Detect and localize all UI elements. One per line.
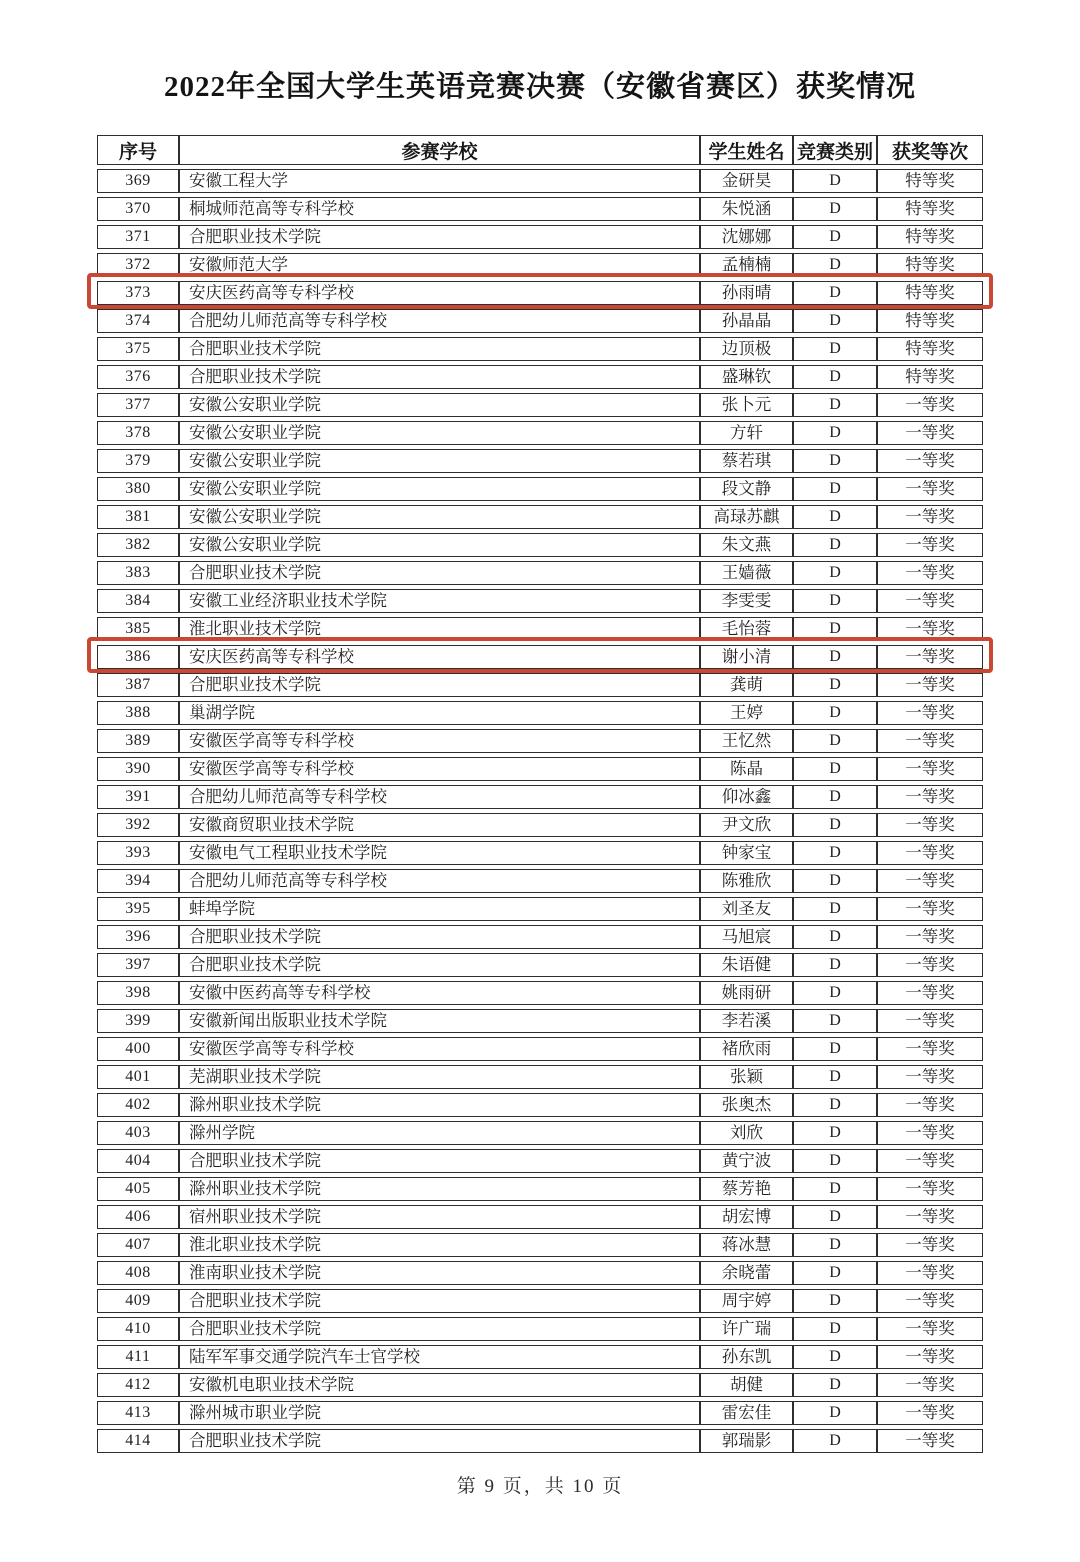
row-category: D [793, 1149, 877, 1173]
row-school: 滁州职业技术学院 [179, 1093, 700, 1117]
row-award: 一等奖 [877, 897, 983, 921]
row-category: D [793, 505, 877, 529]
row-category: D [793, 1093, 877, 1117]
table-row [97, 729, 983, 753]
row-student-name: 陈晶 [700, 757, 793, 781]
row-school: 合肥幼儿师范高等专科学校 [179, 869, 700, 893]
row-category: D [793, 785, 877, 809]
row-no: 397 [97, 953, 179, 977]
row-school: 淮北职业技术学院 [179, 617, 700, 641]
row-student-name: 雷宏佳 [700, 1401, 793, 1425]
row-category: D [793, 757, 877, 781]
row-award: 一等奖 [877, 1065, 983, 1089]
column-header-category: 竞赛类别 [793, 135, 877, 165]
row-category: D [793, 645, 877, 669]
row-school: 合肥职业技术学院 [179, 365, 700, 389]
row-award: 一等奖 [877, 617, 983, 641]
row-school: 滁州职业技术学院 [179, 1177, 700, 1201]
row-no: 381 [97, 505, 179, 529]
row-student-name: 段文静 [700, 477, 793, 501]
row-school: 淮北职业技术学院 [179, 1233, 700, 1257]
row-school: 桐城师范高等专科学校 [179, 197, 700, 221]
row-no: 385 [97, 617, 179, 641]
column-header-school: 参赛学校 [179, 135, 700, 165]
row-no: 396 [97, 925, 179, 949]
row-student-name: 褚欣雨 [700, 1037, 793, 1061]
row-school: 滁州城市职业学院 [179, 1401, 700, 1425]
row-award: 一等奖 [877, 1345, 983, 1369]
row-no: 403 [97, 1121, 179, 1145]
row-school: 安徽中医药高等专科学校 [179, 981, 700, 1005]
row-no: 371 [97, 225, 179, 249]
row-student-name: 王忆然 [700, 729, 793, 753]
row-award: 一等奖 [877, 1177, 983, 1201]
row-no: 387 [97, 673, 179, 697]
row-student-name: 边顶极 [700, 337, 793, 361]
row-school: 合肥职业技术学院 [179, 1149, 700, 1173]
row-category: D [793, 1289, 877, 1313]
row-school: 安徽医学高等专科学校 [179, 757, 700, 781]
row-school: 巢湖学院 [179, 701, 700, 725]
row-category: D [793, 1065, 877, 1089]
row-no: 406 [97, 1205, 179, 1229]
row-award: 一等奖 [877, 729, 983, 753]
row-no: 388 [97, 701, 179, 725]
row-category: D [793, 1345, 877, 1369]
table-row [97, 449, 983, 473]
row-student-name: 马旭宸 [700, 925, 793, 949]
row-no: 383 [97, 561, 179, 585]
row-student-name: 谢小清 [700, 645, 793, 669]
row-no: 400 [97, 1037, 179, 1061]
row-student-name: 胡宏博 [700, 1205, 793, 1229]
row-student-name: 毛怡蓉 [700, 617, 793, 641]
row-no: 409 [97, 1289, 179, 1313]
row-student-name: 高琭苏麒 [700, 505, 793, 529]
row-student-name: 钟家宝 [700, 841, 793, 865]
table-row [97, 757, 983, 781]
row-no: 369 [97, 169, 179, 193]
row-no: 384 [97, 589, 179, 613]
row-student-name: 郭瑞影 [700, 1429, 793, 1453]
table-row [97, 169, 983, 193]
award-table-container [97, 131, 983, 1457]
row-no: 386 [97, 645, 179, 669]
row-school: 安徽公安职业学院 [179, 505, 700, 529]
row-student-name: 刘圣友 [700, 897, 793, 921]
table-row [97, 225, 983, 249]
row-award: 一等奖 [877, 477, 983, 501]
row-student-name: 盛琳钦 [700, 365, 793, 389]
row-award: 一等奖 [877, 813, 983, 837]
row-no: 374 [97, 309, 179, 333]
row-award: 一等奖 [877, 449, 983, 473]
row-school: 合肥幼儿师范高等专科学校 [179, 785, 700, 809]
table-row [97, 1009, 983, 1033]
row-no: 390 [97, 757, 179, 781]
row-category: D [793, 253, 877, 277]
row-category: D [793, 925, 877, 949]
row-category: D [793, 477, 877, 501]
row-category: D [793, 953, 877, 977]
table-row [97, 897, 983, 921]
row-no: 402 [97, 1093, 179, 1117]
row-school: 安徽医学高等专科学校 [179, 1037, 700, 1061]
table-row [97, 365, 983, 389]
row-school: 安徽工业经济职业技术学院 [179, 589, 700, 613]
row-category: D [793, 309, 877, 333]
row-category: D [793, 1205, 877, 1229]
row-category: D [793, 421, 877, 445]
row-award: 一等奖 [877, 1233, 983, 1257]
table-row [97, 309, 983, 333]
row-student-name: 陈雅欣 [700, 869, 793, 893]
row-school: 芜湖职业技术学院 [179, 1065, 700, 1089]
row-no: 378 [97, 421, 179, 445]
row-student-name: 许广瑞 [700, 1317, 793, 1341]
table-row [97, 477, 983, 501]
table-row [97, 1429, 983, 1453]
table-row [97, 813, 983, 837]
row-student-name: 蒋冰慧 [700, 1233, 793, 1257]
row-award: 特等奖 [877, 309, 983, 333]
row-school: 安徽电气工程职业技术学院 [179, 841, 700, 865]
row-category: D [793, 841, 877, 865]
row-award: 一等奖 [877, 841, 983, 865]
row-student-name: 刘欣 [700, 1121, 793, 1145]
table-row [97, 785, 983, 809]
row-award: 一等奖 [877, 785, 983, 809]
row-award: 一等奖 [877, 1149, 983, 1173]
row-student-name: 王婷 [700, 701, 793, 725]
row-award: 一等奖 [877, 1093, 983, 1117]
row-no: 377 [97, 393, 179, 417]
table-row [97, 561, 983, 585]
row-category: D [793, 1429, 877, 1453]
row-student-name: 黄宁波 [700, 1149, 793, 1173]
table-row [97, 589, 983, 613]
table-row [97, 701, 983, 725]
row-school: 合肥职业技术学院 [179, 225, 700, 249]
row-category: D [793, 1177, 877, 1201]
table-row [97, 1261, 983, 1285]
row-school: 安徽医学高等专科学校 [179, 729, 700, 753]
table-row [97, 337, 983, 361]
row-school: 安徽公安职业学院 [179, 477, 700, 501]
row-award: 特等奖 [877, 281, 983, 305]
table-row [97, 1121, 983, 1145]
row-no: 394 [97, 869, 179, 893]
table-row [97, 1373, 983, 1397]
row-student-name: 蔡芳艳 [700, 1177, 793, 1201]
row-student-name: 朱文燕 [700, 533, 793, 557]
table-row [97, 981, 983, 1005]
row-award: 一等奖 [877, 1429, 983, 1453]
row-student-name: 仰冰鑫 [700, 785, 793, 809]
row-no: 407 [97, 1233, 179, 1257]
row-no: 398 [97, 981, 179, 1005]
row-school: 合肥职业技术学院 [179, 673, 700, 697]
row-student-name: 金研昊 [700, 169, 793, 193]
row-no: 370 [97, 197, 179, 221]
row-award: 特等奖 [877, 365, 983, 389]
row-no: 399 [97, 1009, 179, 1033]
row-award: 一等奖 [877, 561, 983, 585]
row-no: 401 [97, 1065, 179, 1089]
row-no: 379 [97, 449, 179, 473]
page-title: 2022年全国大学生英语竞赛决赛（安徽省赛区）获奖情况 [163, 71, 916, 103]
table-row [97, 1177, 983, 1201]
row-category: D [793, 981, 877, 1005]
row-category: D [793, 533, 877, 557]
row-category: D [793, 393, 877, 417]
table-row [97, 421, 983, 445]
row-school: 合肥职业技术学院 [179, 1289, 700, 1313]
table-row [97, 197, 983, 221]
table-row [97, 1289, 983, 1313]
row-award: 特等奖 [877, 197, 983, 221]
page-number: 第 9 页，共 10 页 [456, 1476, 624, 1497]
row-award: 一等奖 [877, 505, 983, 529]
row-no: 405 [97, 1177, 179, 1201]
row-no: 375 [97, 337, 179, 361]
row-category: D [793, 281, 877, 305]
row-school: 安徽公安职业学院 [179, 393, 700, 417]
row-no: 391 [97, 785, 179, 809]
row-school: 淮南职业技术学院 [179, 1261, 700, 1285]
row-award: 一等奖 [877, 1009, 983, 1033]
table-row [97, 645, 983, 669]
row-no: 410 [97, 1317, 179, 1341]
row-student-name: 孙晶晶 [700, 309, 793, 333]
row-category: D [793, 729, 877, 753]
table-row [97, 673, 983, 697]
row-award: 一等奖 [877, 1037, 983, 1061]
row-school: 合肥职业技术学院 [179, 337, 700, 361]
row-category: D [793, 1233, 877, 1257]
row-student-name: 尹文欣 [700, 813, 793, 837]
row-award: 一等奖 [877, 421, 983, 445]
row-award: 一等奖 [877, 925, 983, 949]
row-category: D [793, 1261, 877, 1285]
table-row [97, 953, 983, 977]
row-student-name: 龚萌 [700, 673, 793, 697]
table-row [97, 1093, 983, 1117]
row-category: D [793, 617, 877, 641]
row-no: 414 [97, 1429, 179, 1453]
row-no: 376 [97, 365, 179, 389]
row-category: D [793, 589, 877, 613]
row-student-name: 蔡若琪 [700, 449, 793, 473]
row-award: 一等奖 [877, 1401, 983, 1425]
row-student-name: 张奥杰 [700, 1093, 793, 1117]
row-no: 412 [97, 1373, 179, 1397]
table-row [97, 1065, 983, 1089]
row-student-name: 李若溪 [700, 1009, 793, 1033]
row-award: 一等奖 [877, 645, 983, 669]
row-student-name: 孙东凯 [700, 1345, 793, 1369]
row-school: 陆军军事交通学院汽车士官学校 [179, 1345, 700, 1369]
row-school: 滁州学院 [179, 1121, 700, 1145]
row-award: 特等奖 [877, 169, 983, 193]
row-category: D [793, 1373, 877, 1397]
row-award: 一等奖 [877, 393, 983, 417]
row-school: 安徽机电职业技术学院 [179, 1373, 700, 1397]
row-award: 一等奖 [877, 1373, 983, 1397]
row-category: D [793, 1121, 877, 1145]
row-award: 特等奖 [877, 225, 983, 249]
row-no: 372 [97, 253, 179, 277]
row-student-name: 朱语健 [700, 953, 793, 977]
row-award: 一等奖 [877, 981, 983, 1005]
row-school: 合肥职业技术学院 [179, 561, 700, 585]
table-row [97, 1401, 983, 1425]
row-student-name: 李雯雯 [700, 589, 793, 613]
row-award: 一等奖 [877, 757, 983, 781]
table-row [97, 253, 983, 277]
table-row [97, 1037, 983, 1061]
row-student-name: 余晓蕾 [700, 1261, 793, 1285]
table-row [97, 841, 983, 865]
row-student-name: 孙雨晴 [700, 281, 793, 305]
row-award: 一等奖 [877, 673, 983, 697]
row-category: D [793, 1317, 877, 1341]
row-school: 安徽工程大学 [179, 169, 700, 193]
row-no: 380 [97, 477, 179, 501]
row-student-name: 方轩 [700, 421, 793, 445]
row-award: 一等奖 [877, 869, 983, 893]
row-school: 安庆医药高等专科学校 [179, 645, 700, 669]
table-row [97, 617, 983, 641]
row-category: D [793, 813, 877, 837]
table-row [97, 505, 983, 529]
row-category: D [793, 561, 877, 585]
row-no: 382 [97, 533, 179, 557]
row-school: 合肥职业技术学院 [179, 1317, 700, 1341]
row-award: 一等奖 [877, 953, 983, 977]
row-award: 一等奖 [877, 1317, 983, 1341]
row-category: D [793, 701, 877, 725]
row-school: 宿州职业技术学院 [179, 1205, 700, 1229]
table-row [97, 925, 983, 949]
row-category: D [793, 1009, 877, 1033]
row-category: D [793, 1037, 877, 1061]
row-student-name: 张卜元 [700, 393, 793, 417]
row-no: 393 [97, 841, 179, 865]
row-school: 安徽公安职业学院 [179, 449, 700, 473]
row-student-name: 朱悦涵 [700, 197, 793, 221]
table-row [97, 1149, 983, 1173]
row-school: 合肥职业技术学院 [179, 1429, 700, 1453]
row-award: 特等奖 [877, 253, 983, 277]
row-no: 411 [97, 1345, 179, 1369]
column-header-award: 获奖等次 [877, 135, 983, 165]
row-category: D [793, 197, 877, 221]
row-no: 395 [97, 897, 179, 921]
row-award: 一等奖 [877, 1261, 983, 1285]
row-no: 389 [97, 729, 179, 753]
column-header-no: 序号 [97, 135, 179, 165]
table-row [97, 393, 983, 417]
row-category: D [793, 365, 877, 389]
award-table [97, 131, 983, 1457]
row-award: 特等奖 [877, 337, 983, 361]
row-no: 408 [97, 1261, 179, 1285]
table-header-row [97, 135, 983, 165]
row-school: 安徽商贸职业技术学院 [179, 813, 700, 837]
row-student-name: 孟楠楠 [700, 253, 793, 277]
table-row [97, 1345, 983, 1369]
row-school: 安徽新闻出版职业技术学院 [179, 1009, 700, 1033]
row-school: 安徽公安职业学院 [179, 533, 700, 557]
row-school: 蚌埠学院 [179, 897, 700, 921]
row-school: 安徽师范大学 [179, 253, 700, 277]
row-category: D [793, 337, 877, 361]
table-row [97, 1233, 983, 1257]
table-row [97, 869, 983, 893]
row-student-name: 张颖 [700, 1065, 793, 1089]
row-award: 一等奖 [877, 1289, 983, 1313]
row-category: D [793, 1401, 877, 1425]
row-school: 合肥职业技术学院 [179, 925, 700, 949]
table-row [97, 281, 983, 305]
row-category: D [793, 169, 877, 193]
row-student-name: 沈娜娜 [700, 225, 793, 249]
row-no: 413 [97, 1401, 179, 1425]
row-category: D [793, 449, 877, 473]
table-row [97, 1317, 983, 1341]
row-category: D [793, 673, 877, 697]
row-award: 一等奖 [877, 589, 983, 613]
row-award: 一等奖 [877, 1121, 983, 1145]
row-student-name: 王嫱薇 [700, 561, 793, 585]
column-header-name: 学生姓名 [700, 135, 793, 165]
row-award: 一等奖 [877, 701, 983, 725]
row-student-name: 姚雨研 [700, 981, 793, 1005]
row-student-name: 胡健 [700, 1373, 793, 1397]
row-school: 合肥职业技术学院 [179, 953, 700, 977]
row-category: D [793, 869, 877, 893]
row-award: 一等奖 [877, 533, 983, 557]
row-award: 一等奖 [877, 1205, 983, 1229]
row-no: 373 [97, 281, 179, 305]
row-school: 安庆医药高等专科学校 [179, 281, 700, 305]
row-no: 392 [97, 813, 179, 837]
row-student-name: 周宇婷 [700, 1289, 793, 1313]
row-category: D [793, 897, 877, 921]
row-no: 404 [97, 1149, 179, 1173]
row-category: D [793, 225, 877, 249]
table-row [97, 533, 983, 557]
table-row [97, 1205, 983, 1229]
row-school: 合肥幼儿师范高等专科学校 [179, 309, 700, 333]
row-school: 安徽公安职业学院 [179, 421, 700, 445]
